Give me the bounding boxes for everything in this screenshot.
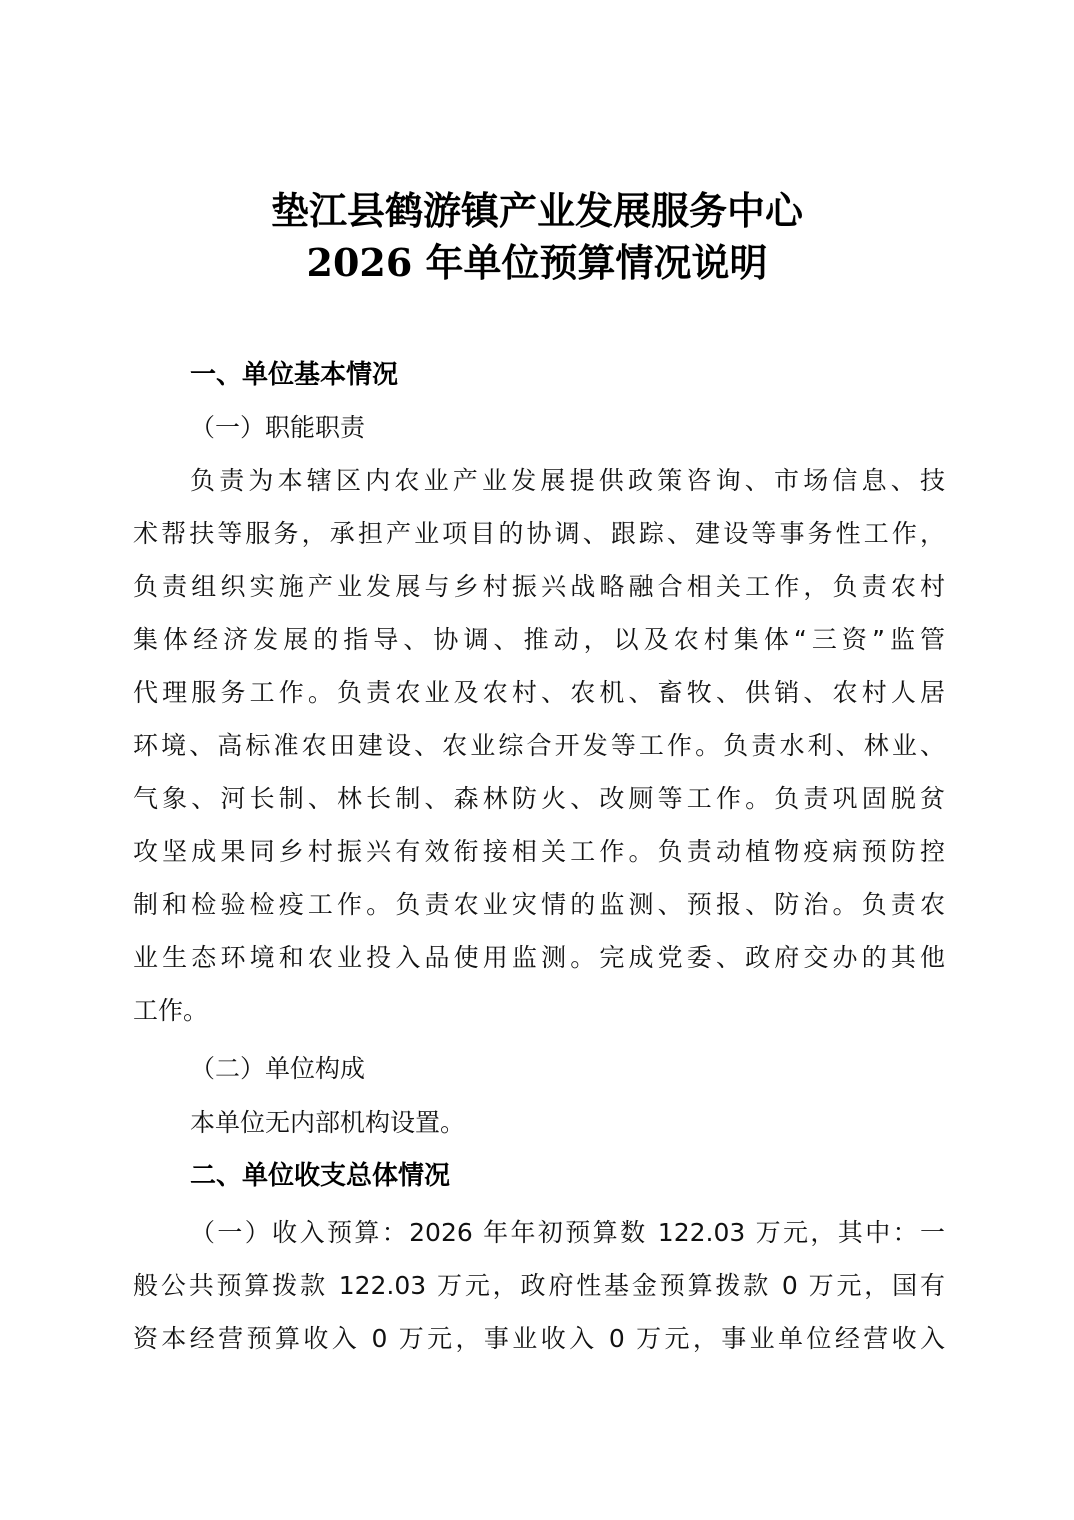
section1-sub2-heading: （二）单位构成 <box>190 1054 366 1083</box>
section1-sub2-text: 本单位无内部机构设置。 <box>190 1108 466 1137</box>
paragraph-line: 业生态环境和农业投入品使用监测。完成党委、政府交办的其他 <box>133 943 945 972</box>
paragraph-line: 集体经济发展的指导、协调、推动，以及农村集体“三资”监管 <box>133 625 945 654</box>
paragraph-line: 攻坚成果同乡村振兴有效衔接相关工作。负责动植物疫病预防控 <box>133 837 945 866</box>
paragraph-line: 制和检验检疫工作。负责农业灾情的监测、预报、防治。负责农 <box>133 890 945 919</box>
paragraph-line: 环境、高标准农田建设、农业综合开发等工作。负责水利、林业、 <box>133 731 945 760</box>
paragraph-line: 工作。 <box>133 996 209 1025</box>
section1-heading: 一、单位基本情况 <box>190 360 399 390</box>
paragraph-line: 负责组织实施产业发展与乡村振兴战略融合相关工作，负责农村 <box>133 572 945 601</box>
paragraph-line: 负责为本辖区内农业产业发展提供政策咨询、市场信息、技 <box>190 466 945 495</box>
section1-sub1-heading: （一）职能职责 <box>190 413 366 442</box>
paragraph-line: 术帮扶等服务，承担产业项目的协调、跟踪、建设等事务性工作， <box>133 519 945 548</box>
section2-heading: 二、单位收支总体情况 <box>190 1161 451 1191</box>
document-title-line1: 垫江县鹤游镇产业发展服务中心 <box>270 188 803 233</box>
document-title-line2: 2026 年单位预算情况说明 <box>306 240 768 285</box>
paragraph-line: 代理服务工作。负责农业及农村、农机、畜牧、供销、农村人居 <box>133 678 945 707</box>
paragraph-line: （一）收入预算：2026 年年初预算数 122.03 万元，其中：一 <box>190 1218 945 1247</box>
paragraph-line: 般公共预算拨款 122.03 万元，政府性基金预算拨款 0 万元，国有 <box>133 1271 945 1300</box>
paragraph-line: 气象、河长制、林长制、森林防火、改厕等工作。负责巩固脱贫 <box>133 784 945 813</box>
paragraph-line: 资本经营预算收入 0 万元，事业收入 0 万元，事业单位经营收入 <box>133 1324 945 1353</box>
